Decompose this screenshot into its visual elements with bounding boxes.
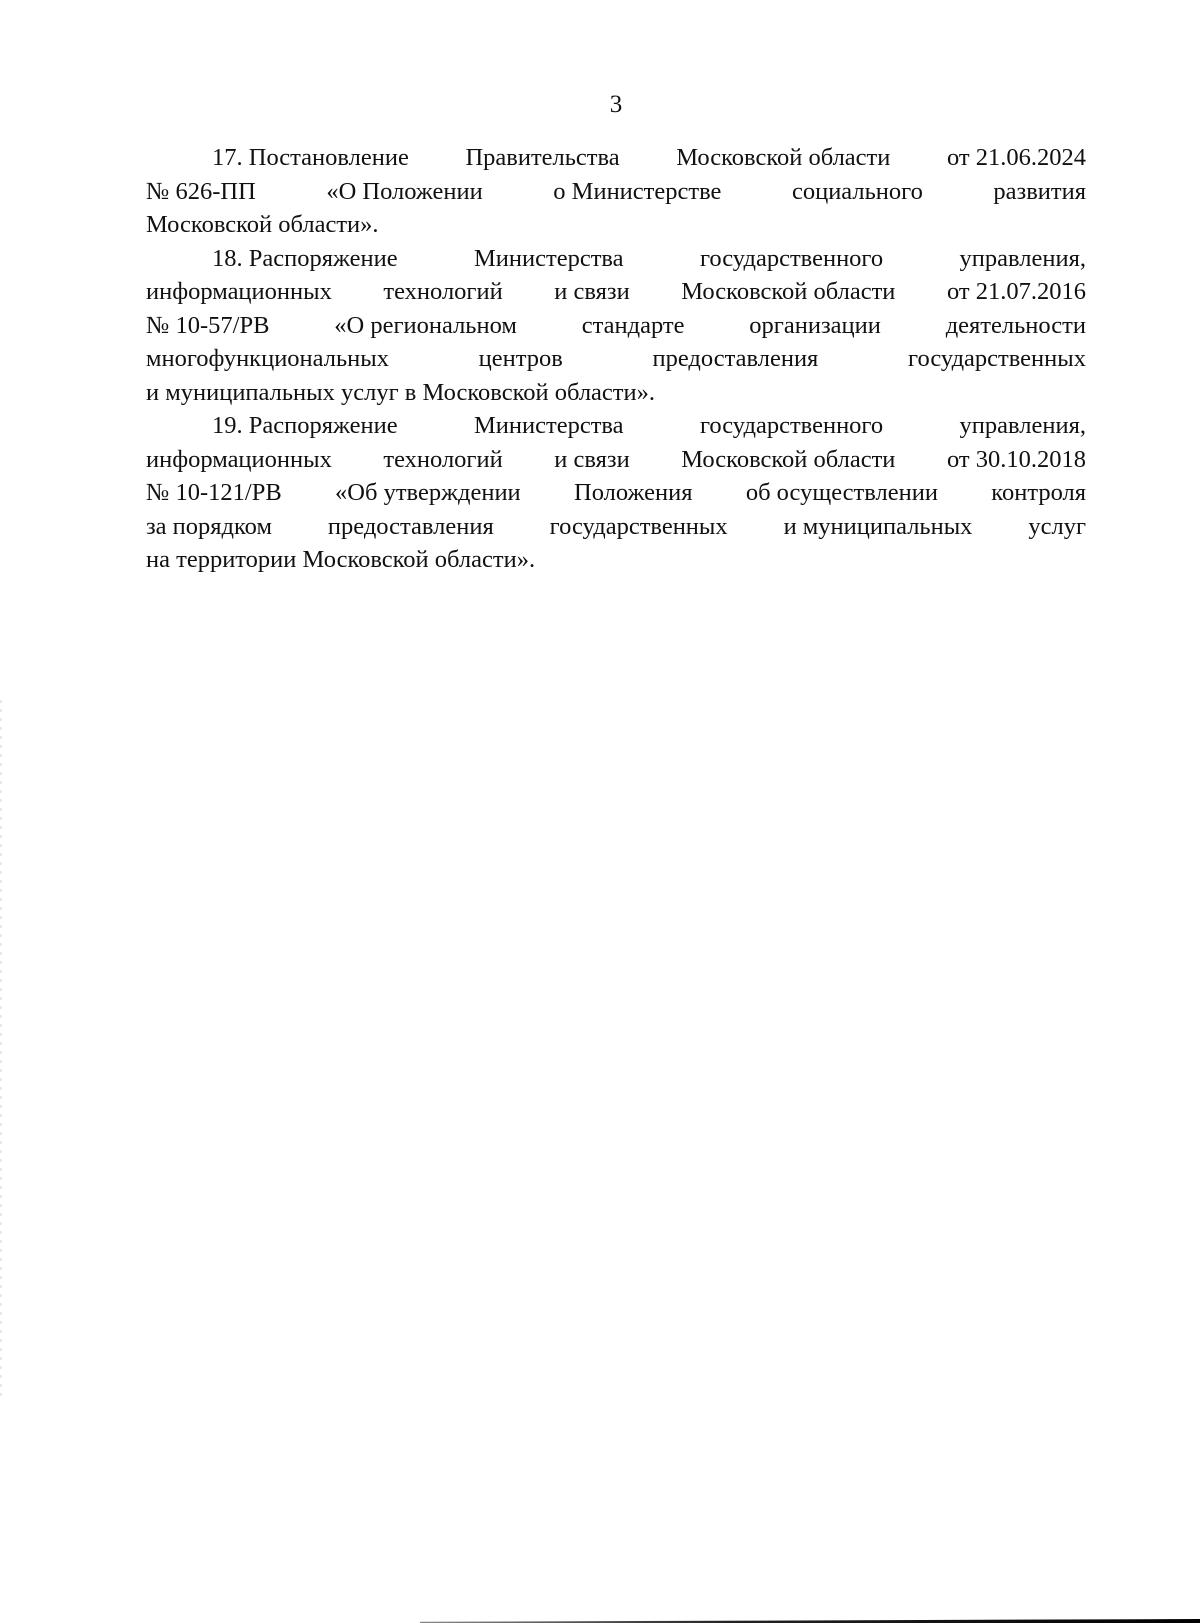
scan-artifact-left-edge xyxy=(0,700,2,1400)
text-line: 17. Постановление Правительства Московской области от 21.06.2024 xyxy=(212,144,1086,171)
text-line: № 626-ПП «О Положении о Министерстве социального развития xyxy=(146,177,1086,205)
list-item-17 xyxy=(146,141,1086,242)
text-line: за порядком предоставления государственных и муниципальных услуг xyxy=(146,512,1086,540)
text-line: информационных технологий и связи Московской области от 21.07.2016 xyxy=(146,278,1086,305)
text-line: Московской области». xyxy=(146,211,379,238)
text-line: № 10-121/РВ «Об утверждении Положения об осуществлении контроля xyxy=(146,479,1086,506)
scan-artifact-bottom-edge xyxy=(420,1619,1200,1623)
text-line: информационных технологий и связи Московской области от 30.10.2018 xyxy=(146,445,1086,473)
text-line: № 10-57/РВ «О региональном стандарте организации деятельности xyxy=(146,311,1086,339)
document-body xyxy=(146,141,1086,577)
text-line: 19. Распоряжение Министерства государственного управления, xyxy=(212,412,1086,439)
page-number: 3 xyxy=(609,91,623,118)
list-item-19 xyxy=(146,409,1086,577)
list-item-18 xyxy=(146,242,1086,410)
text-line: многофункциональных центров предоставления государственных xyxy=(146,345,1086,372)
text-line: 18. Распоряжение Министерства государственного управления, xyxy=(212,244,1086,272)
text-line: на территории Московской области». xyxy=(146,546,536,573)
text-line: и муниципальных услуг в Московской области». xyxy=(146,378,655,406)
